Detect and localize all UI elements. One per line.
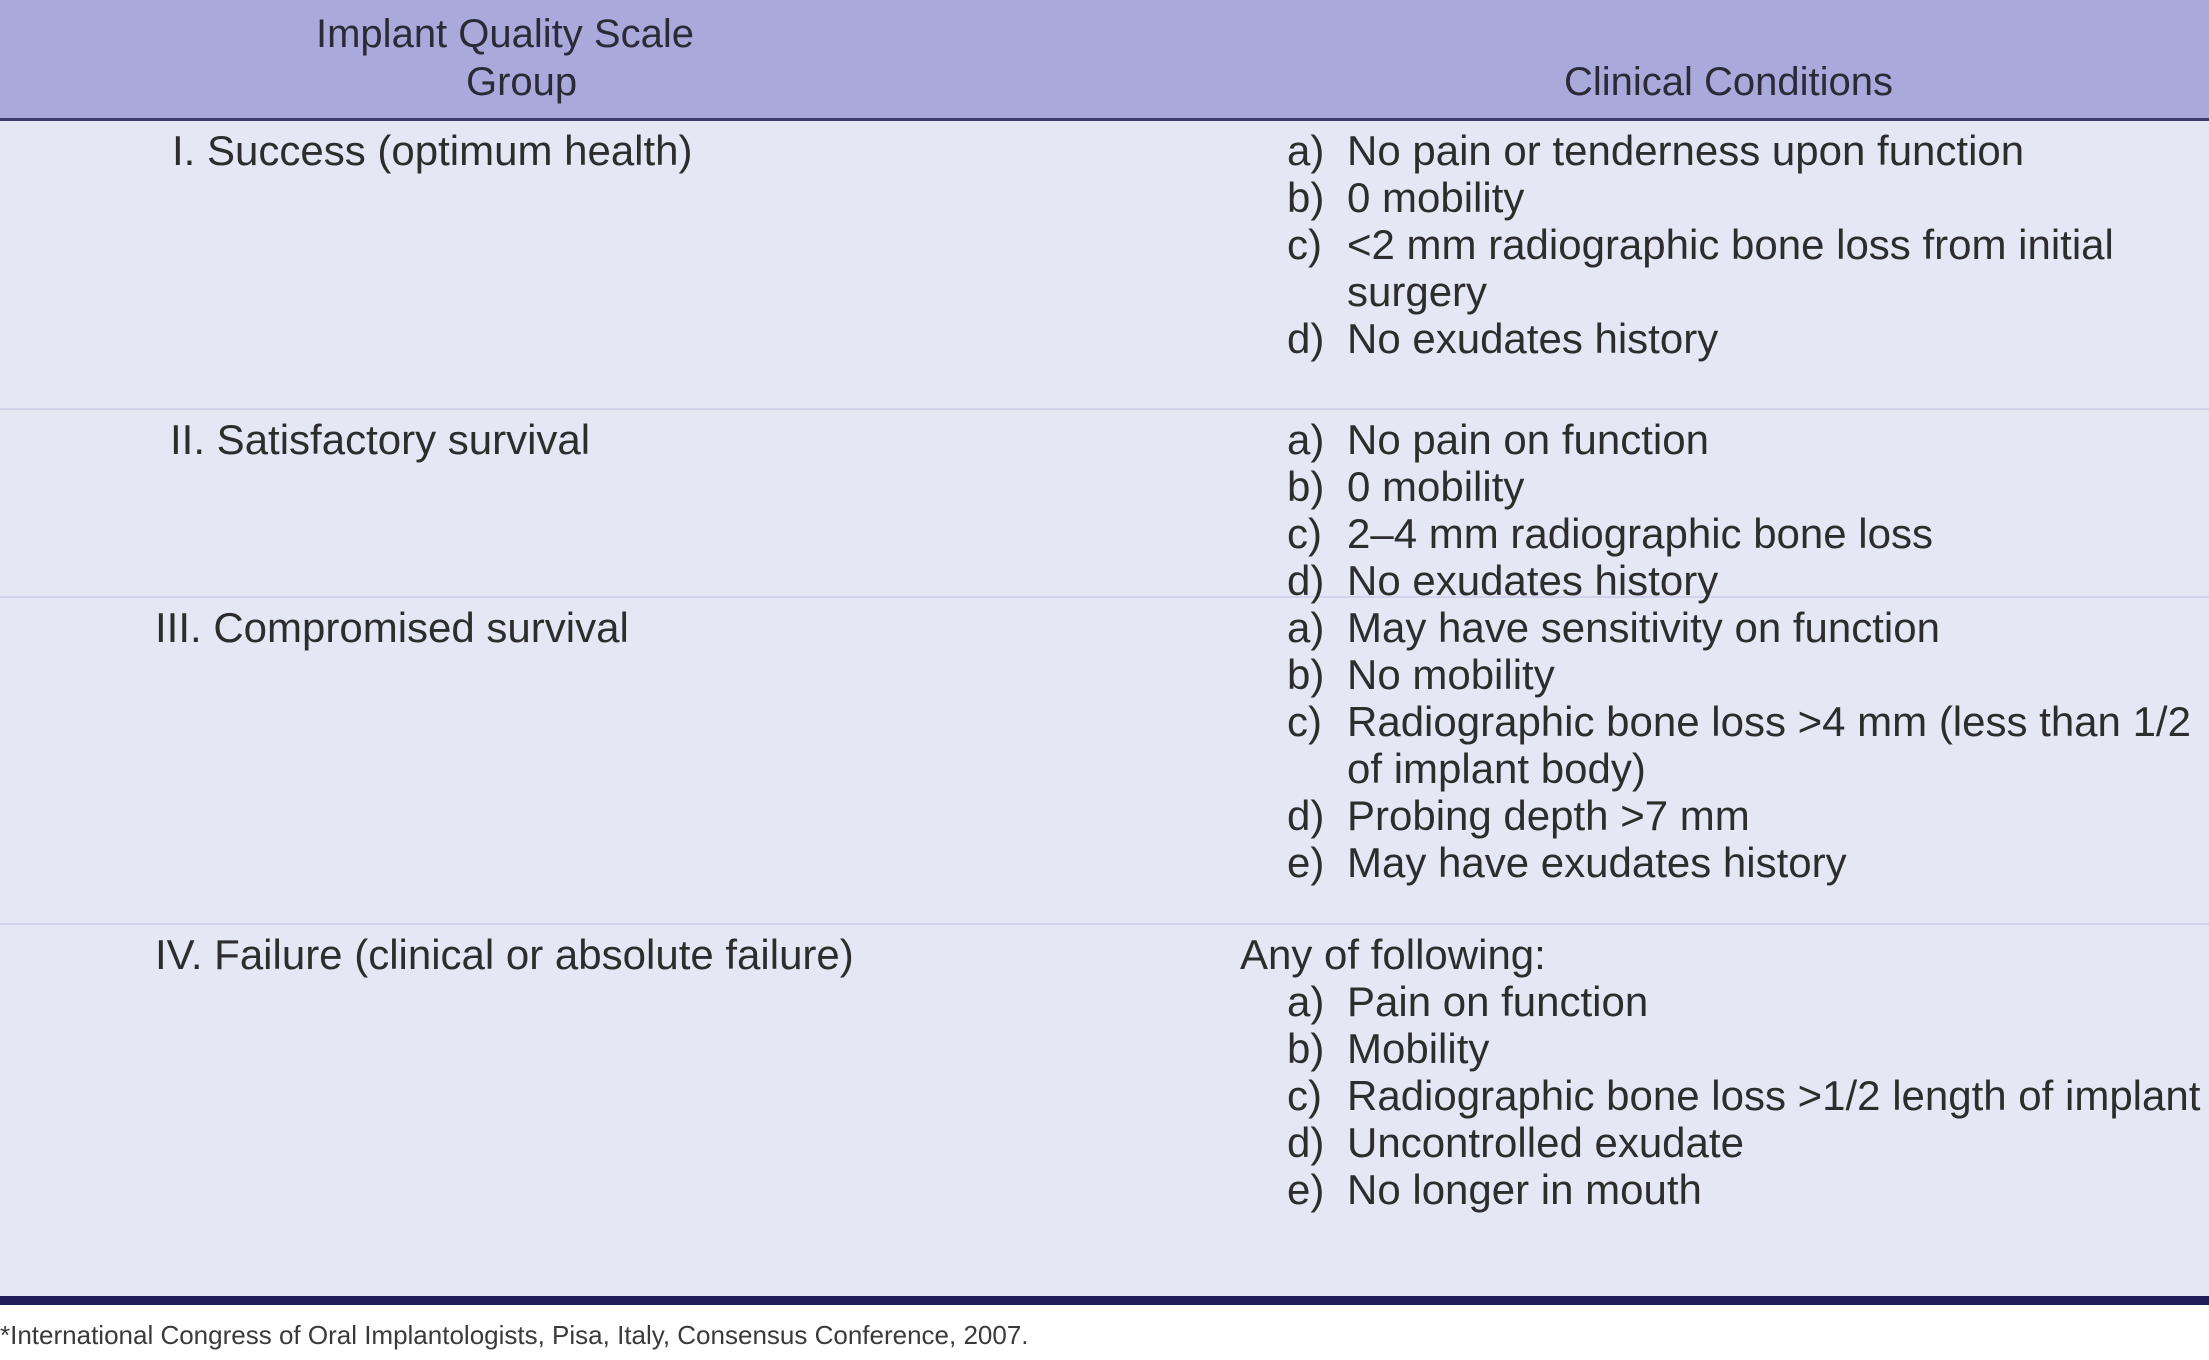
condition-label: b)	[1287, 463, 1325, 510]
condition-text: 0 mobility	[1347, 463, 1525, 510]
condition-item	[1287, 978, 2207, 1025]
condition-item	[1287, 698, 2207, 792]
condition-item	[1287, 463, 2207, 510]
condition-item	[1287, 839, 2207, 886]
condition-item	[1287, 651, 2207, 698]
conditions-intro: Any of following:	[1240, 931, 1546, 978]
condition-label: c)	[1287, 221, 1322, 268]
group-label: II. Satisfactory survival	[170, 416, 591, 463]
condition-label: d)	[1287, 1119, 1325, 1166]
condition-text: Uncontrolled exudate	[1347, 1119, 1744, 1166]
condition-text: 2–4 mm radiographic bone loss	[1347, 510, 1933, 557]
condition-label: a)	[1287, 604, 1325, 651]
condition-text: No pain on function	[1347, 416, 1709, 463]
condition-label: a)	[1287, 978, 1325, 1025]
condition-text: May have sensitivity on function	[1347, 604, 1940, 651]
condition-item	[1287, 1072, 2207, 1119]
conditions-list	[1287, 978, 2207, 1213]
condition-text: 0 mobility	[1347, 174, 1525, 221]
table-row-compromised-survival	[0, 598, 2209, 925]
condition-text: Pain on function	[1347, 978, 1649, 1025]
condition-label: b)	[1287, 1025, 1325, 1072]
group-label: I. Success (optimum health)	[172, 127, 693, 174]
condition-label: b)	[1287, 651, 1325, 698]
condition-item	[1287, 557, 2207, 604]
condition-text: Probing depth >7 mm	[1347, 792, 1750, 839]
condition-text: No mobility	[1347, 651, 1555, 698]
condition-label: c)	[1287, 1072, 1322, 1119]
condition-label: b)	[1287, 174, 1325, 221]
condition-item	[1287, 174, 2207, 221]
group-label: IV. Failure (clinical or absolute failure)	[155, 931, 854, 978]
condition-text: Radiographic bone loss >4 mm (less than 1/2 of implant body)	[1347, 698, 2191, 792]
table-header	[0, 0, 2209, 121]
condition-label: a)	[1287, 127, 1325, 174]
condition-label: d)	[1287, 557, 1325, 604]
condition-item	[1287, 1119, 2207, 1166]
condition-text: No exudates history	[1347, 557, 1719, 604]
condition-item	[1287, 416, 2207, 463]
condition-label: c)	[1287, 698, 1322, 745]
table-row-success	[0, 121, 2209, 410]
condition-text: May have exudates history	[1347, 839, 1847, 886]
condition-item	[1287, 792, 2207, 839]
table-bottom-rule	[0, 1296, 2209, 1305]
condition-label: e)	[1287, 839, 1325, 886]
condition-item	[1287, 221, 2207, 315]
condition-item	[1287, 510, 2207, 557]
condition-item	[1287, 1166, 2207, 1213]
condition-text: Mobility	[1347, 1025, 1490, 1072]
condition-text: <2 mm radiographic bone loss from initial surgery	[1347, 221, 2114, 315]
condition-text: No longer in mouth	[1347, 1166, 1702, 1213]
condition-text: No exudates history	[1347, 315, 1719, 362]
condition-text: No pain or tenderness upon function	[1347, 127, 2025, 174]
conditions-list	[1287, 416, 2207, 604]
condition-label: a)	[1287, 416, 1325, 463]
condition-label: d)	[1287, 315, 1325, 362]
column-header-clinical-conditions: Clinical Conditions	[1564, 60, 1894, 104]
condition-label: c)	[1287, 510, 1322, 557]
condition-label: d)	[1287, 792, 1325, 839]
footnote: *International Congress of Oral Implantologists, Pisa, Italy, Consensus Conference, 2007.	[0, 1320, 1029, 1350]
condition-item	[1287, 127, 2207, 174]
table-row-satisfactory-survival	[0, 410, 2209, 604]
column-header-group: Group	[466, 60, 578, 104]
table-row-failure	[0, 925, 2209, 1301]
conditions-list	[1287, 127, 2207, 362]
condition-item	[1287, 1025, 2207, 1072]
table-title: Implant Quality Scale	[316, 12, 694, 56]
conditions-list	[1287, 604, 2207, 886]
condition-text: Radiographic bone loss >1/2 length of implant	[1347, 1072, 2201, 1119]
group-label: III. Compromised survival	[155, 604, 629, 651]
condition-item	[1287, 604, 2207, 651]
condition-item	[1287, 315, 2207, 362]
condition-label: e)	[1287, 1166, 1325, 1213]
table-body	[0, 121, 2209, 1301]
